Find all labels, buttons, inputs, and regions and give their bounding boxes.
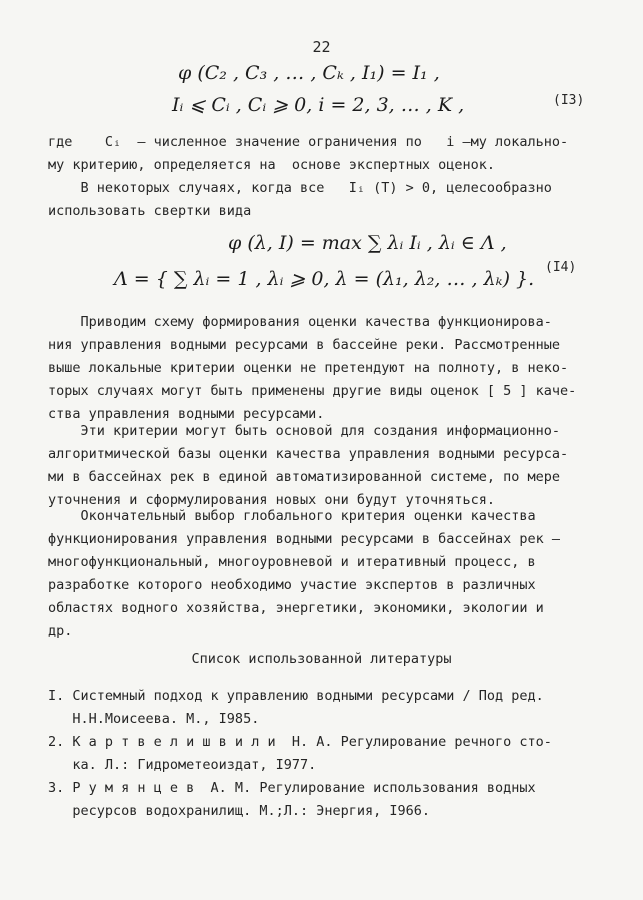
text-line: разработке которого необходимо участие экспертов в различных [48,577,536,593]
text-line: областях водного хозяйства, энергетики, экономики, экологии и [48,600,544,616]
paragraph-2 [48,311,619,426]
reference-2-line-2: ка. Л.: Гидрометеоиздат, I977. [48,757,317,773]
page-number: 22 [312,38,331,56]
equation-13-number: (I3) [553,93,585,108]
text-line: Окончательный выбор глобального критерия оценки качества [48,508,536,524]
reference-3-line-1: 3. Р у м я н ц е в А. М. Регулирование использования водных [48,780,536,796]
equation-14-number: (I4) [545,260,577,275]
text-line: ства управления водными ресурсами. [48,406,325,422]
paragraph-1 [48,131,619,223]
text-line: Эти критерии могут быть основой для создания информационно- [48,423,561,439]
text-line: ния управления водными ресурсами в бассейне реки. Рассмотренные [48,337,561,353]
reference-3-line-2: ресурсов водохранилищ. М.;Л.: Энергия, I966. [48,803,431,819]
text-line: му критерию, определяется на основе экспертных оценок. [48,157,496,173]
text-line: выше локальные критерии оценки не претендуют на полноту, в неко- [48,360,569,376]
reference-1-line-1: I. Системный подход к управлению водными ресурсами / Под ред. [48,688,544,704]
text-line: функционирования управления водными ресурсами в бассейнах рек – [48,531,561,547]
references-list [48,685,619,823]
references-heading: Список использованной литературы [191,651,452,667]
text-line: где Cᵢ – численное значение ограничения по i –му локально- [48,134,569,150]
text-line: др. [48,623,73,639]
text-line: Приводим схему формирования оценки качества функционирова- [48,314,552,330]
paragraph-3 [48,420,619,512]
reference-1-line-2: Н.Н.Моисеева. М., I985. [48,711,260,727]
equation-14-line-2: Λ = { ∑ λᵢ = 1 , λᵢ ⩾ 0, λ = (λ₁, λ₂, … , λₖ) }. [114,268,535,290]
equation-14-line-1: φ (λ, I) = max ∑ λᵢ Iᵢ , λᵢ ∈ Λ , [228,232,507,254]
paragraph-4 [48,505,619,643]
text-line: ми в бассейнах рек в единой автоматизированной системе, по мере [48,469,561,485]
equation-13-line-1: φ (C₂ , C₃ , … , Cₖ , I₁) = I₁ , [178,62,440,84]
text-line: В некоторых случаях, когда все Iᵢ (T) > 0, целесообразно [48,180,552,196]
text-line: использовать свертки вида [48,203,252,219]
text-line: алгоритмической базы оценки качества управления водными ресурса- [48,446,569,462]
text-line: многофункциональный, многоуровневой и итеративный процесс, в [48,554,536,570]
text-line: уточнения и сформулирования новых они будут уточняться. [48,492,496,508]
reference-2-line-1: 2. К а р т в е л и ш в и л и Н. А. Регулирование речного сто- [48,734,552,750]
equation-13-line-2: Iᵢ ⩽ Cᵢ , Cᵢ ⩾ 0, i = 2, 3, … , K , [172,94,465,116]
text-line: торых случаях могут быть применены другие виды оценок [ 5 ] каче- [48,383,577,399]
